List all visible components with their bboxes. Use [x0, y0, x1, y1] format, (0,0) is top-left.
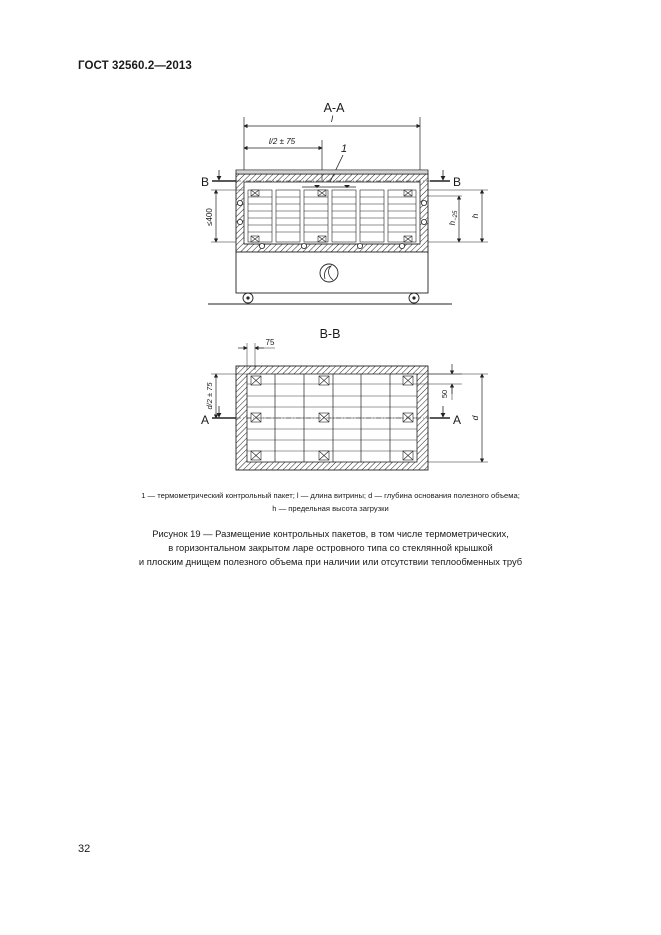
dimension-50-label: 50 — [440, 389, 449, 399]
section-a-right-marker: А — [452, 413, 462, 427]
figure-legend-line-1: 1 — термометрический контрольный пакет; l — длина витрины; d — глубина основания полезного объема; — [141, 491, 520, 500]
dimension-75-label: 75 — [265, 338, 275, 347]
dimension-h-label: h — [470, 213, 480, 219]
dimension-half-l-label: l/2 ± 75 — [268, 137, 296, 146]
dimension-d-half-label: d/2 ± 75 — [205, 382, 214, 410]
dimension-h-minus-label: $h_{-25}$ — [448, 210, 459, 226]
figure-caption-line-2: в горизонтальном закрытом ларе островного типа со стеклянной крышкой — [168, 542, 493, 553]
document-code-header: ГОСТ 32560.2—2013 — [78, 60, 192, 72]
figure-caption-line-3: и плоским днищем полезного объема при наличии или отсутствии теплообменных труб — [138, 556, 523, 567]
section-bb-title: В-В — [319, 327, 341, 341]
section-a-left-marker: А — [200, 413, 210, 427]
dimension-le400-label: ≤400 — [205, 208, 214, 226]
section-bb-view — [201, 327, 488, 470]
section-aa-view — [201, 101, 488, 304]
dimension-l-label: l — [331, 114, 333, 124]
section-aa-title: А-А — [323, 101, 345, 115]
pointer-1-label: 1 — [340, 143, 348, 155]
figure-legend-line-2: h — предельная высота загрузки — [272, 504, 389, 513]
page-number: 32 — [78, 843, 91, 855]
section-b-left-marker: В — [200, 175, 210, 189]
dimension-d-label: d — [470, 415, 480, 421]
section-b-right-marker: В — [452, 175, 462, 189]
figure-caption-line-1: Рисунок 19 — Размещение контрольных пакетов, в том числе термометрических, — [152, 528, 509, 539]
